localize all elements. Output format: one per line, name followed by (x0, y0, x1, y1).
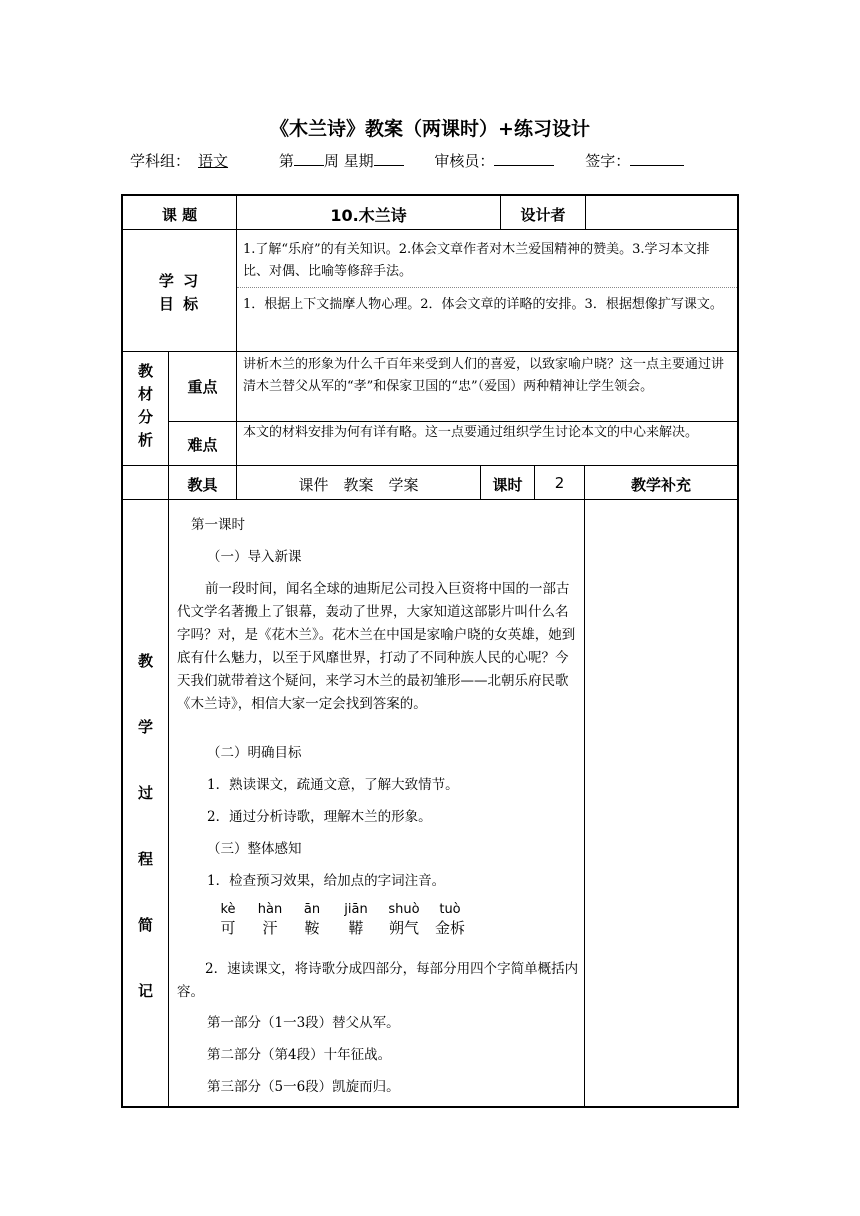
process-char: 简 (137, 916, 153, 934)
pinyin-item: tuò 金柝 (434, 902, 465, 937)
section-3: （三）整体感知 (207, 841, 302, 857)
day-blank (374, 150, 404, 166)
part-1: 第一部分（1一3段）替父从军。 (207, 1015, 400, 1031)
pinyin-item: shuò 朔气 (388, 902, 420, 937)
analysis-char: 析 (137, 431, 153, 449)
lesson-plan-table (121, 194, 739, 1108)
process-char: 记 (137, 982, 153, 1000)
section-1: （一）导入新课 (207, 549, 302, 565)
check-text: 1．检查预习效果，给加点的字词注音。 (207, 873, 446, 889)
hours-label: 课时 (492, 476, 523, 494)
process-char: 过 (137, 784, 153, 802)
designer-label: 设计者 (520, 206, 566, 224)
goal-divider (237, 287, 737, 288)
col-line (585, 196, 586, 230)
read-text: 2．速读课文，将诗歌分成四部分，每部分用四个字简单概括内容。 (177, 961, 579, 1000)
key-label: 重点 (187, 378, 218, 396)
part-2: 第二部分（第4段）十年征战。 (207, 1047, 392, 1063)
process-char: 程 (137, 850, 153, 868)
analysis-char: 分 (137, 408, 153, 426)
goal-item-2: 2．通过分析诗歌，理解木兰的形象。 (207, 809, 432, 825)
row-line (123, 465, 737, 466)
pinyin-list (203, 902, 503, 942)
course-label: 课 题 (161, 206, 198, 224)
course-value: 10.木兰诗 (330, 206, 407, 225)
week-mid: 周 星期 (323, 152, 374, 170)
sign-label: 签字： (585, 152, 631, 170)
difficult-label: 难点 (187, 436, 218, 454)
pinyin-item: hàn 汗 (257, 902, 283, 937)
analysis-char: 教 (137, 362, 153, 380)
reviewer-label: 审核员： (434, 152, 495, 170)
pinyin-item: ān 鞍 (303, 902, 321, 937)
group-label: 学科组： (130, 152, 191, 170)
group-value: 语文 (198, 152, 229, 170)
tools-label: 教具 (187, 476, 218, 494)
key-text: 讲析木兰的形象为什么千百年来受到人们的喜爱，以致家喻户晓？这一点主要通过讲清木兰替父从军的“孝”和保家卫国的“忠”（爱国）两种精神让学生领会。 (243, 357, 725, 394)
difficult-text: 本文的材料安排为何有详有略。这一点要通过组织学生讨论本文的中心来解决。 (243, 425, 699, 440)
part-3: 第三部分（5一6段）凯旋而归。 (207, 1079, 400, 1095)
pinyin-item: jiān 鞯 (344, 902, 368, 937)
page-title: 《木兰诗》教案（两课时）+练习设计 (270, 118, 590, 140)
goal-item-1: 1．熟读课文，疏通文意，了解大致情节。 (207, 777, 459, 793)
hours-value: 2 (554, 474, 565, 492)
goals-label-1: 学 习 (158, 272, 201, 290)
row-line (123, 229, 737, 230)
row-line (123, 351, 737, 352)
sign-blank (630, 150, 684, 166)
process-char: 学 (137, 718, 153, 736)
header-meta (130, 150, 684, 171)
week-label: 第 (278, 152, 294, 170)
pinyin-item: kè 可 (220, 902, 236, 937)
goal-2: 1．根据上下文揣摩人物心理。2．体会文章的详略的安排。3．根据想像扩写课文。 (243, 297, 723, 312)
analysis-label (123, 360, 168, 452)
reviewer-blank (494, 150, 554, 166)
col-line (168, 351, 169, 1106)
section-2: （二）明确目标 (207, 745, 302, 761)
tools-value: 课件 教案 学案 (298, 476, 419, 494)
analysis-char: 材 (137, 385, 153, 403)
goals-label-2: 目 标 (158, 295, 201, 313)
row-line (123, 499, 737, 500)
lesson-title: 第一课时 (191, 517, 245, 533)
goal-1: 1.了解“乐府”的有关知识。2.体会文章作者对木兰爱国精神的赞美。3.学习本文排比、对偶、比喻等修辞手法。 (243, 242, 710, 279)
process-char: 教 (137, 652, 153, 670)
process-label (123, 628, 168, 1024)
intro-paragraph: 前一段时间，闻名全球的迪斯尼公司投入巨资将中国的一部古代文学名著搬上了银幕，轰动了世界，大家知道这部影片叫什么名字吗？对，是《花木兰》。花木兰在中国是家喻户晓的女英雄，她到底有什么魅力，以至于风靡世界，打动了不同种族人民的心呢？今天我们就带着这个疑问，来学习木兰的最初雏形——北朝乐府民歌《木兰诗》，相信大家一定会找到答案的。 (177, 581, 576, 712)
supplement-label: 教学补充 (630, 476, 691, 494)
week-blank (294, 150, 324, 166)
col-line (584, 465, 585, 1106)
